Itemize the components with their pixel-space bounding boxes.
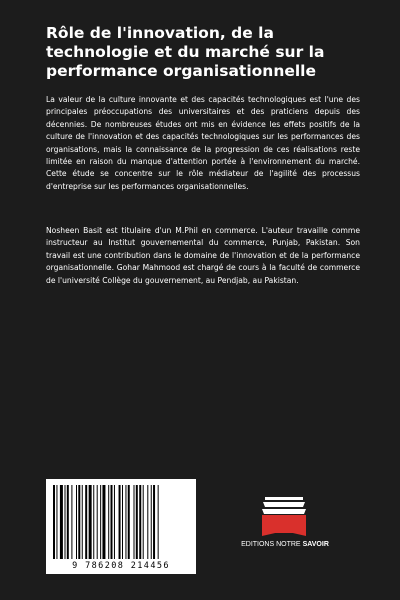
barcode-stripe: [60, 485, 63, 559]
barcode-stripe: [134, 485, 135, 559]
publisher-name-bold: SAVOIR: [302, 541, 329, 548]
barcode-stripe: [53, 485, 55, 559]
publisher-name: [232, 541, 338, 548]
barcode-bars: [53, 485, 189, 559]
barcode-stripe: [85, 485, 87, 559]
barcode-stripe: [71, 485, 72, 559]
barcode-stripe: [67, 485, 69, 559]
barcode-stripe: [139, 485, 141, 559]
barcode-stripe: [147, 485, 148, 559]
barcode-stripe: [136, 485, 138, 559]
barcode-stripe: [89, 485, 92, 559]
book-title: Rôle de l'innovation, de la technologie et du marché sur la performance organisationnelle: [46, 24, 325, 80]
barcode-stripe: [111, 485, 113, 559]
book-summary: La valeur de la culture innovante et des capacités technologiques est l'une des principales préoccupations des universitaires et des praticiens depuis des décennies. De nombreuses études ont mis en évidence les effets positifs de la culture de l'innovation et des capacités technologiques sur les performances des organisations, mais la connaissance de la progression de ces réalisations reste limitée en raison du manque d'attention portée à l'environnement du marché. Cette étude se concentre sur le rôle médiateur de l'agilité des processus d'entreprise sur les performances organisationnelles.: [46, 95, 360, 191]
barcode-stripe: [56, 485, 57, 559]
barcode-stripe: [119, 485, 121, 559]
barcode-stripe: [93, 485, 94, 559]
barcode-stripe: [100, 485, 101, 559]
author-bio: Nosheen Basit est titulaire d'un M.Phil en commerce. L'auteur travaille comme instructeur au Institut gouvernemental du commerce, Punjab, Pakistan. Son travail est une contribution dans le domaine de l'innovation et de la performance organisationnelle. Gohar Mahmood est chargé de cours à la faculté de commerce de l'université Collège du gouvernement, au Pendjab, au Pakistan.: [46, 226, 360, 285]
publisher-name-light: EDITIONS NOTRE: [241, 541, 301, 548]
isbn-barcode: [46, 479, 196, 574]
barcode-stripe: [128, 485, 130, 559]
isbn-number: 9 786208 214456: [72, 561, 170, 571]
barcode-stripe: [143, 485, 144, 559]
barcode-stripe: [122, 485, 123, 559]
barcode-stripe: [82, 485, 83, 559]
barcode-stripe: [65, 485, 66, 559]
barcode-stripe: [158, 485, 159, 559]
barcode-stripe: [153, 485, 155, 559]
barcode-stripe: [125, 485, 126, 559]
barcode-stripe: [114, 485, 115, 559]
barcode-stripe: [76, 485, 77, 559]
barcode-stripe: [97, 485, 98, 559]
barcode-stripe: [102, 485, 105, 559]
barcode-stripe: [108, 485, 109, 559]
barcode-stripe: [151, 485, 152, 559]
barcode-stripe: [78, 485, 80, 559]
stacked-books-icon: [259, 495, 309, 537]
